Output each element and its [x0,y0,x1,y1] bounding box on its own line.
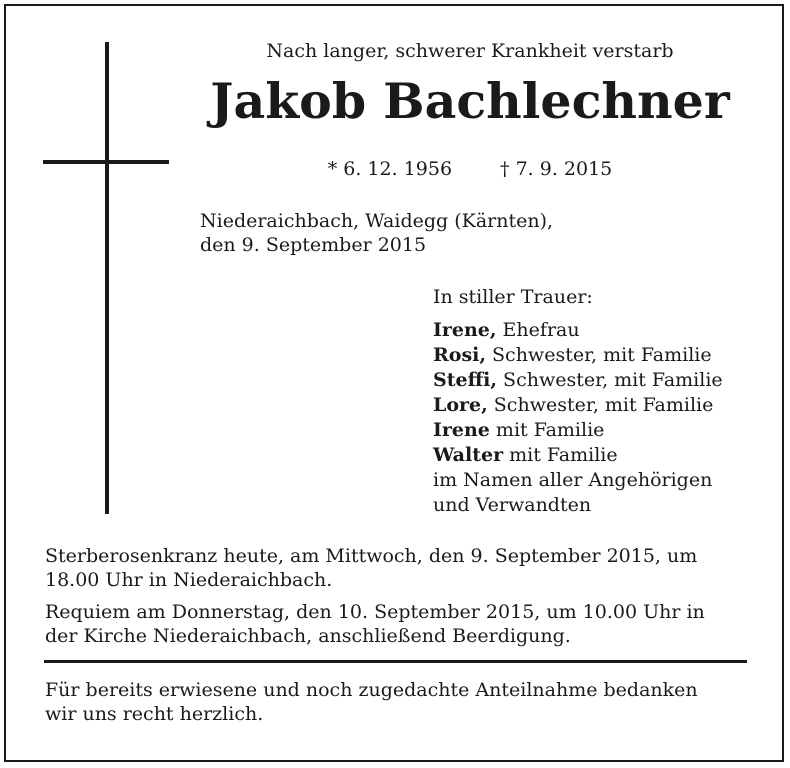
mourner-entry [433,393,723,418]
place-and-date [200,209,553,257]
requiem-notice [45,600,750,648]
death-date: † 7. 9. 2015 [500,158,613,180]
requiem-line: der Kirche Niederaichbach, anschließend Beerdigung. [45,625,571,647]
mourner-name: Irene [433,419,490,441]
divider [44,660,747,663]
mourner-relation: mit Familie [503,444,618,466]
mourning-closing: im Namen aller Angehörigen [433,469,713,491]
thanks-line: wir uns recht herzlich. [45,703,264,725]
place-line: Niederaichbach, Waidegg (Kärnten), [200,210,554,232]
mourner-relation: mit Familie [489,419,605,441]
mourner-entry [433,343,723,368]
mourner-relation: Schwester, mit Familie [487,394,714,416]
mourner-name: Walter [433,444,504,466]
mourning-heading: In stiller Trauer: [433,286,593,308]
mourners-block [433,285,723,518]
mourner-entry [433,318,723,343]
mourner-name: Steffi, [433,369,498,391]
mourner-relation: Schwester, mit Familie [486,344,712,366]
mourner-entry [433,368,723,393]
life-dates [200,158,740,180]
mourner-name: Irene, [433,319,497,341]
thanks-notice [45,678,750,726]
mourning-closing: und Verwandten [433,494,592,516]
cross-icon-vertical-bar [105,42,109,514]
thanks-line: Für bereits erwiesene und noch zugedachte Anteilnahme bedanken [45,679,698,701]
rosary-line: Sterberosenkranz heute, am Mittwoch, den 9. September 2015, um [45,545,698,567]
mourner-name: Lore, [433,394,488,416]
rosary-notice [45,544,750,592]
rosary-line: 18.00 Uhr in Niederaichbach. [45,569,333,591]
intro-text: Nach langer, schwerer Krankheit verstarb [266,40,674,62]
birth-date: * 6. 12. 1956 [327,158,453,180]
mourner-entry [433,443,723,468]
date-line: den 9. September 2015 [200,234,427,256]
requiem-line: Requiem am Donnerstag, den 10. September 2015, um 10.00 Uhr in [45,601,705,623]
mourner-relation: Schwester, mit Familie [497,369,723,391]
mourner-entry [433,418,723,443]
mourner-relation: Ehefrau [496,319,580,341]
deceased-name: Jakob Bachlechner [210,72,730,130]
cross-icon-horizontal-bar [43,160,169,164]
mourner-name: Rosi, [433,344,486,366]
